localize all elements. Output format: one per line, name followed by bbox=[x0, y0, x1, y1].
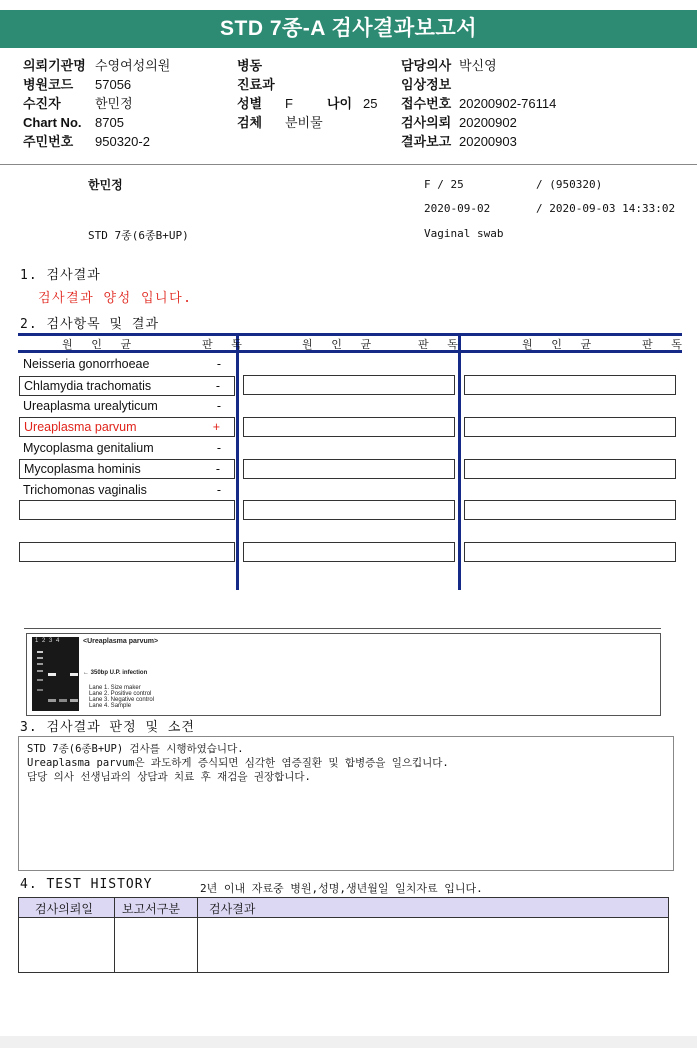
value-report-date: 20200903 bbox=[459, 134, 517, 149]
gel-lane-numbers: 1 2 3 4 bbox=[35, 638, 61, 644]
value-sex: F bbox=[285, 96, 293, 111]
organism-result: - bbox=[215, 379, 220, 393]
opinion-line: STD 7종(6종B+UP) 검사를 시행하였습니다. bbox=[27, 743, 244, 755]
label-ward: 병동 bbox=[237, 58, 263, 73]
organism-row bbox=[19, 439, 235, 457]
gel-legend-lane4: Lane 4. Sample bbox=[89, 703, 132, 709]
label-resident-no: 주민번호 bbox=[23, 134, 74, 149]
empty-row bbox=[19, 542, 235, 562]
value-resident-no: 950320-2 bbox=[95, 134, 150, 149]
positive-result-text: 검사결과 양성 입니다. bbox=[38, 291, 193, 306]
test-name: STD 7종(6종B+UP) bbox=[88, 229, 189, 242]
label-hospital-code: 병원코드 bbox=[23, 77, 74, 92]
organism-result: - bbox=[216, 483, 221, 497]
history-header-result: 검사결과 bbox=[209, 902, 256, 916]
empty-row bbox=[243, 417, 455, 437]
organism-name: Chlamydia trachomatis bbox=[24, 379, 152, 393]
label-receipt-no: 접수번호 bbox=[401, 96, 452, 111]
header-divider bbox=[0, 164, 697, 165]
organism-row bbox=[19, 397, 235, 415]
patient-sex-age: F / 25 bbox=[424, 178, 464, 191]
label-report-date: 결과보고 bbox=[401, 134, 452, 149]
header-info-right bbox=[401, 56, 556, 151]
value-requester: 수영여성의원 bbox=[95, 58, 171, 73]
label-requester: 의뢰기관명 bbox=[23, 58, 86, 73]
value-receipt-no: 20200902-76114 bbox=[459, 96, 557, 111]
header-organism-3: 원 인 균 bbox=[522, 338, 598, 351]
value-specimen: 분비물 bbox=[285, 115, 323, 130]
value-request-date: 20200902 bbox=[459, 115, 517, 130]
opinion-line: 담당 의사 선생님과의 상담과 치료 후 재검을 권장합니다. bbox=[27, 771, 311, 783]
organism-row bbox=[19, 481, 235, 499]
table-divider-1 bbox=[236, 333, 239, 590]
opinion-line: Ureaplasma parvum은 과도하게 증식되면 심각한 염증질환 및 합병증을 일으킵니다. bbox=[27, 757, 449, 769]
page-bottom-strip bbox=[0, 1036, 697, 1048]
value-chart-no: 8705 bbox=[95, 115, 124, 130]
label-clinical-info: 임상정보 bbox=[401, 77, 452, 92]
gel-image-panel bbox=[26, 633, 661, 716]
opinion-box bbox=[18, 736, 674, 871]
label-request-date: 검사의뢰 bbox=[401, 115, 452, 130]
received-date: 2020-09-02 bbox=[424, 202, 491, 215]
organism-row bbox=[19, 355, 235, 373]
empty-row bbox=[464, 459, 676, 479]
value-doctor: 박신영 bbox=[459, 58, 497, 73]
organism-result: - bbox=[216, 357, 221, 371]
empty-row bbox=[243, 542, 455, 562]
report-title: STD 7종-A 검사결과보고서 bbox=[0, 10, 697, 48]
organism-name: Ureaplasma parvum bbox=[24, 420, 137, 434]
patient-birth: / (950320) bbox=[536, 178, 603, 191]
label-specimen: 검체 bbox=[237, 115, 263, 130]
section-3-title: 3. 검사결과 판정 및 소견 bbox=[20, 720, 195, 735]
panel-top-rule bbox=[24, 628, 661, 629]
organism-name: Neisseria gonorrhoeae bbox=[23, 357, 150, 371]
empty-row bbox=[464, 375, 676, 395]
header-info-left bbox=[23, 56, 170, 151]
section-1-title: 1. 검사결과 bbox=[20, 268, 101, 283]
empty-row bbox=[464, 417, 676, 437]
gel-caption-title: <Ureaplasma parvum> bbox=[83, 638, 159, 645]
empty-row bbox=[243, 459, 455, 479]
empty-row bbox=[243, 375, 455, 395]
table-divider-2 bbox=[458, 333, 461, 590]
header-judgement-3: 판 독 bbox=[642, 338, 688, 351]
label-chart-no: Chart No. bbox=[23, 115, 82, 130]
gel-band-label: ← 350bp U.P. infection bbox=[83, 670, 148, 676]
label-doctor: 담당의사 bbox=[401, 58, 452, 73]
value-patient: 한민정 bbox=[95, 96, 133, 111]
organism-name: Mycoplasma hominis bbox=[24, 462, 141, 476]
history-header-report-type: 보고서구분 bbox=[122, 902, 180, 916]
section-2-title: 2. 검사항목 및 결과 bbox=[20, 317, 160, 332]
label-sex: 성별 bbox=[237, 96, 263, 111]
gel-legend-lane2: Lane 2. Positive control bbox=[89, 691, 152, 697]
empty-row bbox=[19, 500, 235, 520]
organism-name: Trichomonas vaginalis bbox=[23, 483, 147, 497]
header-organism-2: 원 인 균 bbox=[302, 338, 378, 351]
organism-result: - bbox=[216, 399, 221, 413]
organism-row bbox=[19, 376, 235, 396]
gel-legend-lane1: Lane 1. Size maker bbox=[89, 685, 141, 691]
report-datetime: / 2020-09-03 14:33:02 bbox=[536, 202, 676, 215]
value-hospital-code: 57056 bbox=[95, 77, 132, 92]
history-table bbox=[18, 897, 669, 973]
label-department: 진료과 bbox=[237, 77, 275, 92]
organism-name: Ureaplasma urealyticum bbox=[23, 399, 158, 413]
label-age: 나이 bbox=[327, 96, 353, 111]
header-judgement-1: 판 독 bbox=[202, 338, 248, 351]
organism-name: Mycoplasma genitalium bbox=[23, 441, 154, 455]
organism-row-positive bbox=[19, 417, 235, 437]
gel-electrophoresis-image bbox=[32, 637, 79, 711]
empty-row bbox=[464, 542, 676, 562]
section-4-title: 4. TEST HISTORY bbox=[20, 877, 153, 892]
header-info-middle bbox=[237, 56, 377, 132]
organism-result: - bbox=[216, 441, 221, 455]
specimen-type: Vaginal swab bbox=[424, 227, 504, 240]
history-note: 2년 이내 자료중 병원,성명,생년월일 일치자료 입니다. bbox=[200, 882, 483, 895]
value-age: 25 bbox=[363, 96, 378, 111]
empty-row bbox=[243, 500, 455, 520]
header-organism-1: 원 인 균 bbox=[62, 338, 138, 351]
patient-name: 한민정 bbox=[88, 178, 123, 192]
organism-result: - bbox=[215, 462, 220, 476]
organism-row bbox=[19, 459, 235, 479]
organism-result: + bbox=[212, 420, 220, 434]
label-patient: 수진자 bbox=[23, 96, 61, 111]
header-judgement-2: 판 독 bbox=[418, 338, 464, 351]
gel-legend-lane3: Lane 3. Negative control bbox=[89, 697, 155, 703]
empty-row bbox=[464, 500, 676, 520]
history-header-request-date: 검사의뢰일 bbox=[35, 902, 93, 916]
